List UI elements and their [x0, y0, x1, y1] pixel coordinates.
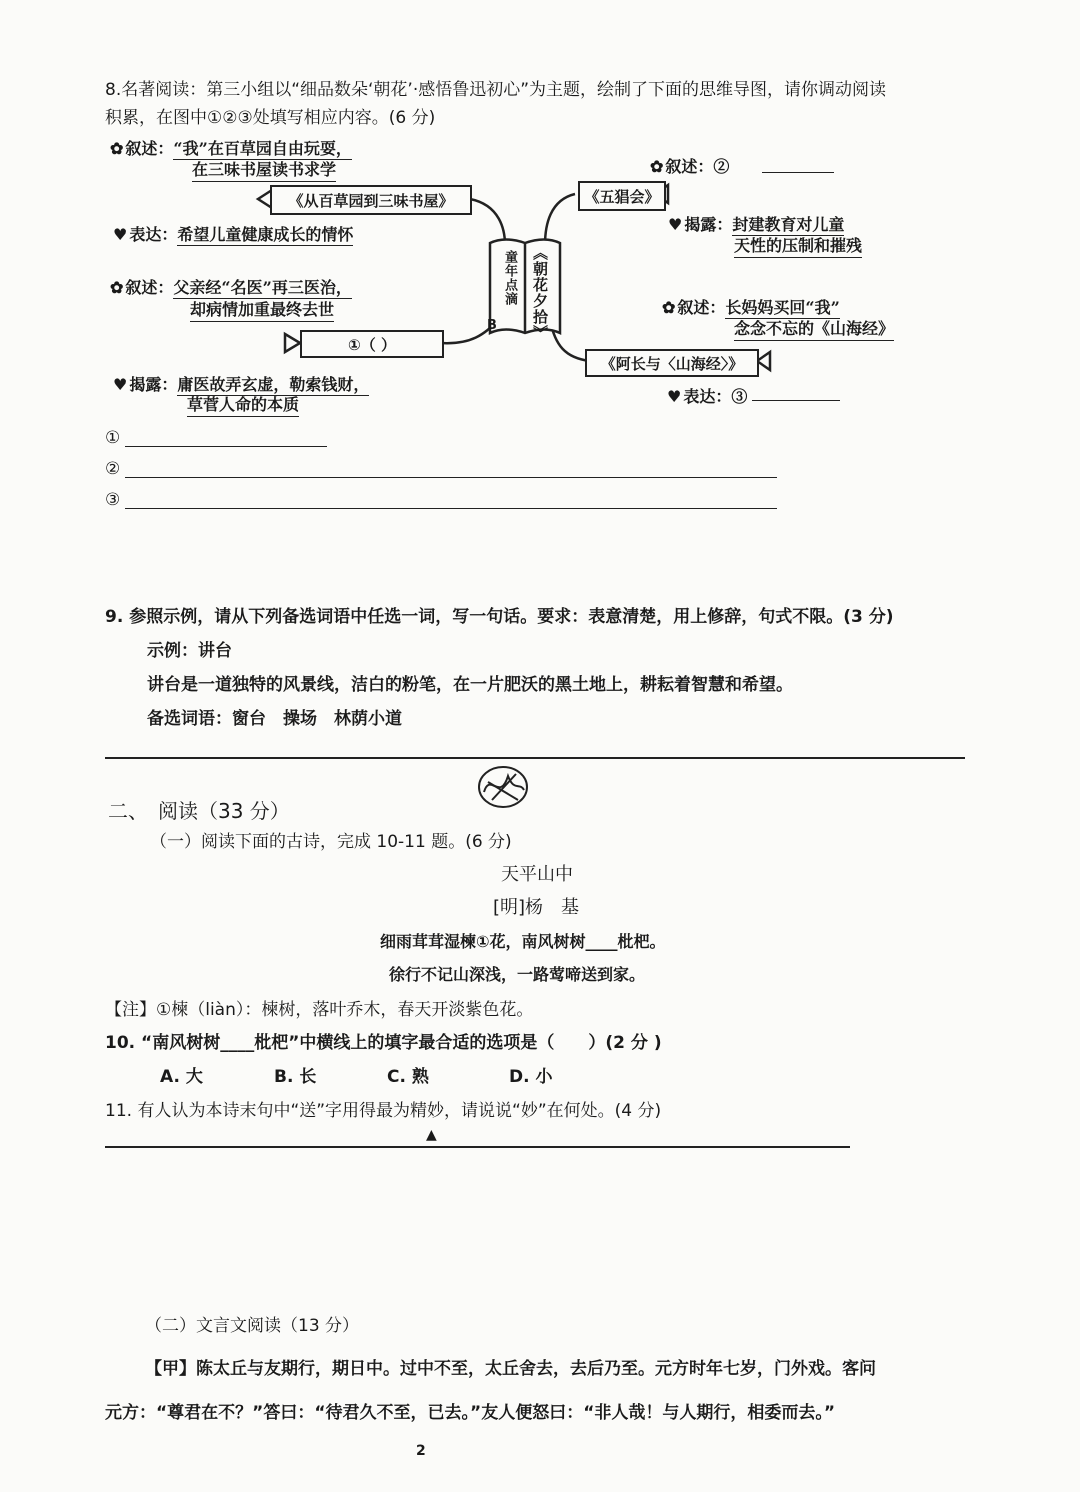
answer-line-2[interactable]: [125, 477, 777, 478]
narrate-label: 叙述：: [125, 139, 174, 158]
left-top-express: [113, 222, 353, 245]
center-book-subtitle: 童年点滴: [502, 250, 517, 306]
heart-icon: ♥: [667, 387, 682, 406]
right-bottom-narrate-line2: 念念不忘的《山海经》: [734, 316, 894, 341]
right-bottom-narrate: [662, 295, 840, 318]
q9-example-text: 讲台是一道独特的风景线，洁白的粉笔，在一片肥沃的黑土地上，耕耘着智慧和希望。: [147, 675, 793, 695]
blank-3-inline-line: [752, 400, 840, 401]
narrate-line1: 长妈妈买回“我”: [725, 298, 840, 317]
section2-sub1: （一）阅读下面的古诗，完成 10-11 题。(6 分): [150, 832, 512, 852]
heart-icon: ♥: [113, 375, 128, 394]
express-text: 希望儿童健康成长的情怀: [177, 225, 354, 244]
blank-1-box: ①（ ）: [300, 330, 444, 358]
center-book-title: 《朝花夕拾》: [531, 245, 549, 341]
center-book-mark: B: [487, 318, 497, 333]
right-top-title-box: 《五猖会》: [578, 181, 666, 211]
page-number: 2: [416, 1443, 426, 1459]
right-bottom-express: [667, 384, 747, 407]
q9-options: 备选词语：窗台 操场 林荫小道: [147, 709, 402, 729]
reveal-line1: 庸医故弄玄虚，勒索钱财，: [177, 375, 370, 394]
narrate-label: 叙述：: [677, 298, 726, 317]
q10-option-b[interactable]: B. 长: [274, 1067, 317, 1087]
right-top-narrate: [650, 154, 729, 177]
answer-label-2: ②: [105, 459, 121, 479]
classical-text-line1: 【甲】陈太丘与友期行，期日中。过中不至，太丘舍去，去后乃至。元方时年七岁，门外戏。客问: [145, 1359, 876, 1379]
left-top-title-box: 《从百草园到三味书屋》: [270, 185, 472, 215]
answer-label-1: ①: [105, 428, 121, 448]
express-label: 表达：: [129, 225, 178, 244]
heart-icon: ♥: [668, 215, 683, 234]
flower-icon: ✿: [110, 278, 124, 297]
poem-note: 【注】①楝（liàn）：楝树，落叶乔木，春天开淡紫色花。: [105, 1000, 534, 1020]
left-bottom-narrate-line2: 却病情加重最终去世: [190, 297, 334, 322]
narrate-line1: 父亲经“名医”再三医治，: [173, 278, 352, 297]
q9-example-label: 示例：讲台: [147, 641, 232, 661]
express-label: 表达：③: [683, 387, 748, 406]
reveal-label: 揭露：: [129, 375, 178, 394]
answer-line-1[interactable]: [125, 446, 327, 447]
q8-intro-line2: 积累，在图中①②③处填写相应内容。(6 分): [105, 108, 436, 128]
poem-line1: 细雨茸茸湿楝①花，南风树树____枇杷。: [380, 932, 666, 951]
narrate-label: 叙述：②: [665, 157, 730, 176]
narrate-label: 叙述：: [125, 278, 174, 297]
section2-sub2: （二）文言文阅读（13 分）: [145, 1316, 360, 1336]
right-bottom-title-box: 《阿长与〈山海经〉》: [585, 349, 759, 377]
answer-line-3[interactable]: [125, 508, 777, 509]
flower-icon: ✿: [662, 298, 676, 317]
q9-question: 9. 参照示例，请从下列备选词语中任选一词，写一句话。要求：表意清楚，用上修辞，句式不限。(3 分): [105, 607, 894, 627]
q10-option-c[interactable]: C. 熟: [387, 1067, 429, 1087]
reveal-line1: 封建教育对儿童: [732, 215, 845, 234]
flower-icon: ✿: [650, 157, 664, 176]
blank-2-inline-line: [762, 172, 834, 173]
section2-title: 二、 阅读（33 分）: [108, 799, 290, 823]
right-top-reveal: [668, 212, 844, 235]
poem-title: 天平山中: [501, 864, 573, 885]
q8-intro-line1: 8.名著阅读：第三小组以“细品数朵‘朝花’·感悟鲁迅初心”为主题，绘制了下面的思维导图，请你调动阅读: [105, 80, 887, 100]
q10-option-d[interactable]: D. 小: [509, 1067, 553, 1087]
right-top-reveal-line2: 天性的压制和摧残: [734, 233, 862, 258]
left-bottom-reveal-line2: 草菅人命的本质: [187, 392, 299, 417]
left-bottom-narrate: [110, 275, 352, 298]
classical-text-line2: 元方：“尊君在不？”答曰：“待君久不至，已去。”友人便怒曰：“非人哉！与人期行，相委而去。”: [105, 1403, 836, 1423]
poem-line2: 徐行不记山深浅，一路莺啼送到家。: [389, 965, 646, 984]
left-top-narrate-line2: 在三味书屋读书求学: [192, 157, 336, 182]
reveal-label: 揭露：: [684, 215, 733, 234]
q11-answer-line[interactable]: [105, 1146, 850, 1148]
answer-label-3: ③: [105, 490, 121, 510]
q10-option-a[interactable]: A. 大: [160, 1067, 203, 1087]
answer-triangle-mark: ▲: [426, 1127, 437, 1143]
heart-icon: ♥: [113, 225, 128, 244]
narrate-line1: “我”在百草园自由玩耍，: [173, 139, 352, 158]
left-top-narrate: [110, 136, 352, 159]
poem-author: [明]杨 基: [493, 897, 580, 918]
q9-answer-line[interactable]: [105, 757, 965, 759]
flower-icon: ✿: [110, 139, 124, 158]
q11-question: 11. 有人认为本诗末句中“送”字用得最为精妙，请说说“妙”在何处。(4 分): [105, 1101, 662, 1121]
q10-question: 10. “南风树树____枇杷”中横线上的填字最合适的选项是（ ）(2 分 ): [105, 1033, 662, 1053]
grader-scribble: [470, 762, 536, 812]
